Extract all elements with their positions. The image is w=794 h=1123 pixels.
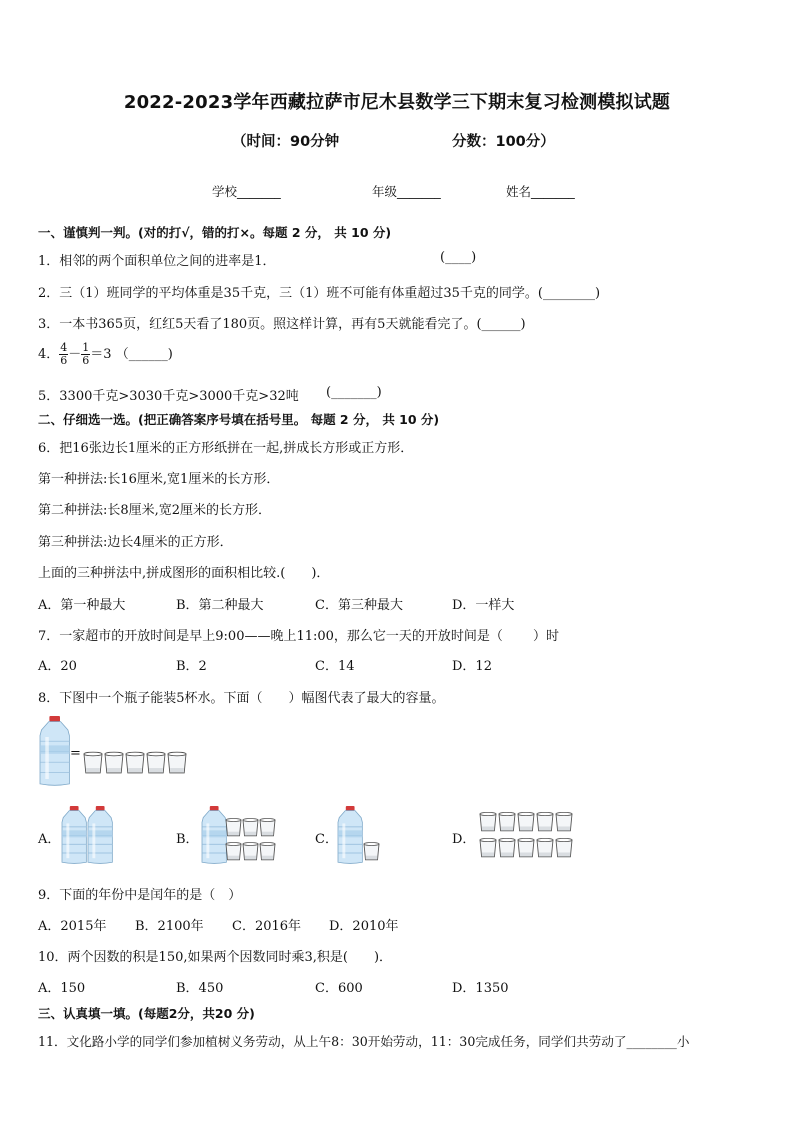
- water-cup-icon: [518, 812, 534, 830]
- section-heading-1: 一、谨慎判一判。(对的打√，错的打×。每题 2 分， 共 10 分): [38, 225, 392, 240]
- water-cup-icon: [243, 819, 258, 836]
- water-cup-icon: [518, 838, 534, 856]
- q7-option-c[interactable]: C．14: [315, 659, 355, 674]
- q9-option-a[interactable]: A．2015年: [38, 919, 107, 934]
- water-cup-icon: [147, 752, 165, 773]
- question-10: 10．两个因数的积是150,如果两个因数同时乘3,积是( )．: [38, 950, 393, 965]
- question-1: 1．相邻的两个面积单位之间的进率是1．: [38, 254, 276, 269]
- grade-field[interactable]: 年级_______: [372, 184, 441, 199]
- q6-option-d[interactable]: D．一样大: [452, 598, 515, 613]
- water-cup-icon: [556, 812, 572, 830]
- q9-option-d[interactable]: D．2010年: [329, 919, 399, 934]
- figure-option-b: [200, 804, 280, 866]
- question-8: 8．下图中一个瓶子能装5杯水。下面（ ）幅图代表了最大的容量。: [38, 691, 445, 706]
- q8-option-a[interactable]: A．: [38, 832, 61, 847]
- water-cup-icon: [126, 752, 144, 773]
- water-cup-icon: [480, 812, 496, 830]
- answer-blank-5[interactable]: (_______): [326, 385, 382, 400]
- figure-option-d: [478, 810, 578, 862]
- question-6: 6．把16张边长1厘米的正方形纸拼在一起,拼成长方形或正方形．: [38, 441, 414, 456]
- water-cup-icon: [499, 838, 515, 856]
- question-6-line-4: 上面的三种拼法中,拼成图形的面积相比较.( )．: [38, 566, 330, 581]
- q10-option-a[interactable]: A．150: [38, 981, 86, 996]
- equals-sign: =: [70, 746, 81, 761]
- water-bottle-icon: [40, 716, 69, 785]
- q7-option-a[interactable]: A．20: [38, 659, 77, 674]
- question-5: 5．3300千克>3030千克>3000千克>32吨: [38, 389, 299, 404]
- q8-option-b[interactable]: B．: [176, 832, 199, 847]
- fraction-2-numerator: 1: [82, 341, 90, 354]
- figure-reference: [38, 716, 198, 790]
- water-cup-icon: [226, 843, 241, 860]
- question-11: 11．文化路小学的同学们参加植树义务劳动，从上午8：30开始劳动，11：30完成任务，同学们共劳动了________小: [38, 1034, 690, 1049]
- water-cup-icon: [105, 752, 123, 773]
- q7-option-d[interactable]: D．12: [452, 659, 492, 674]
- figure-option-a: [60, 804, 120, 866]
- fraction-2: [81, 342, 90, 367]
- section-heading-3: 三、认真填一填。(每题2分，共20 分): [38, 1006, 255, 1021]
- water-cup-icon: [499, 812, 515, 830]
- water-cup-icon: [556, 838, 572, 856]
- question-9: 9．下面的年份中是闰年的是（ ）: [38, 888, 242, 903]
- water-cup-icon: [260, 819, 275, 836]
- name-field[interactable]: 姓名_______: [506, 184, 575, 199]
- water-cup-icon: [168, 752, 186, 773]
- fraction-1-denominator: 6: [60, 354, 68, 367]
- fraction-1-numerator: 4: [60, 341, 68, 354]
- q7-option-b[interactable]: B．2: [176, 659, 207, 674]
- q9-option-c[interactable]: C．2016年: [232, 919, 302, 934]
- water-cup-icon: [226, 819, 241, 836]
- q10-option-b[interactable]: B．450: [176, 981, 224, 996]
- fraction-1: [59, 342, 68, 367]
- q10-option-c[interactable]: C．600: [315, 981, 363, 996]
- water-cup-icon: [537, 812, 553, 830]
- q6-option-c[interactable]: C．第三种最大: [315, 598, 403, 613]
- question-4-number: 4．: [38, 347, 60, 362]
- answer-blank-1[interactable]: (____): [440, 250, 477, 265]
- question-4: [38, 342, 173, 367]
- water-bottle-icon: [338, 806, 362, 863]
- section-heading-2: 二、仔细选一选。(把正确答案序号填在括号里。 每题 2 分， 共 10 分): [38, 412, 440, 427]
- water-cup-icon: [537, 838, 553, 856]
- question-3: 3．一本书365页，红红5天看了180页。照这样计算，再有5天就能看完了。(______): [38, 317, 526, 332]
- question-4-rest: ＝3 （______): [90, 347, 173, 362]
- fraction-2-denominator: 6: [82, 354, 90, 367]
- question-6-line-3: 第三种拼法:边长4厘米的正方形．: [38, 535, 233, 550]
- q6-option-a[interactable]: A．第一种最大: [38, 598, 126, 613]
- question-2: 2．三（1）班同学的平均体重是35千克，三（1）班不可能有体重超过35千克的同学。(________): [38, 286, 601, 301]
- question-7: 7．一家超市的开放时间是早上9:00——晚上11:00，那么它一天的开放时间是（ ）时: [38, 629, 560, 644]
- water-bottle-icon: [88, 806, 112, 863]
- water-cup-icon: [364, 843, 379, 860]
- q10-option-d[interactable]: D．1350: [452, 981, 509, 996]
- water-bottle-icon: [202, 806, 226, 863]
- exam-score: 分数：100分）: [452, 134, 555, 150]
- water-cup-icon: [84, 752, 102, 773]
- q8-option-d[interactable]: D．: [452, 832, 476, 847]
- q9-option-b[interactable]: B．2100年: [135, 919, 204, 934]
- water-cup-icon: [243, 843, 258, 860]
- q8-option-c[interactable]: C．: [315, 832, 338, 847]
- figure-option-c: [336, 804, 396, 866]
- question-6-line-1: 第一种拼法:长16厘米,宽1厘米的长方形．: [38, 472, 280, 487]
- water-cup-icon: [480, 838, 496, 856]
- question-6-line-2: 第二种拼法:长8厘米,宽2厘米的长方形．: [38, 503, 272, 518]
- page-title: 2022-2023学年西藏拉萨市尼木县数学三下期末复习检测模拟试题: [123, 92, 671, 113]
- minus-sign: －: [68, 347, 82, 362]
- exam-time: （时间：90分钟: [232, 134, 340, 150]
- q6-option-b[interactable]: B．第二种最大: [176, 598, 264, 613]
- water-cup-icon: [260, 843, 275, 860]
- school-field[interactable]: 学校_______: [212, 184, 281, 199]
- water-bottle-icon: [62, 806, 86, 863]
